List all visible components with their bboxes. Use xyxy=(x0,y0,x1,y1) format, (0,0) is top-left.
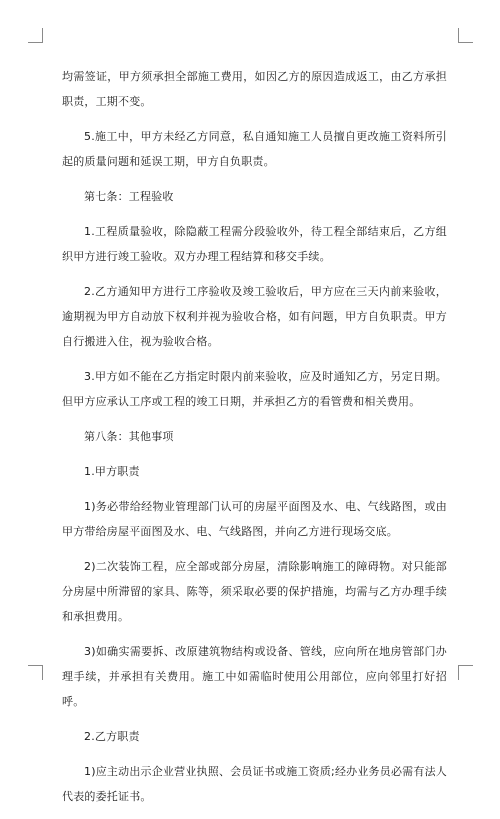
section-heading-article-7: 第七条：工程验收 xyxy=(84,190,174,203)
subheading-party-a-duties: 1.甲方职责 xyxy=(84,465,140,478)
paragraph-duty-1: 1)务必带给经物业管理部门认可的房屋平面图及水、电、气线路图，或由甲方带给房屋平面图及水、电、气线路图，并向乙方进行现场交底。 xyxy=(62,500,447,538)
document-body xyxy=(62,64,447,819)
paragraph-continuation: 均需签证，甲方须承担全部施工费用，如因乙方的原因造成返工，由乙方承担职责，工期不变。 xyxy=(62,70,447,108)
section-heading-article-8: 第八条：其他事项 xyxy=(84,430,174,443)
crop-mark-top-right xyxy=(458,28,473,43)
paragraph-item-1: 1.工程质量验收，除隐蔽工程需分段验收外，待工程全部结束后，乙方组织甲方进行竣工验收。双方办理工程结算和移交手续。 xyxy=(62,225,447,263)
paragraph-item-2: 2.乙方通知甲方进行工序验收及竣工验收后，甲方应在三天内前来验收，逾期视为甲方自动放下权利并视为验收合格，如有问题，甲方自负职责。甲方自行搬进入住，视为验收合格。 xyxy=(62,285,447,348)
paragraph-item-3: 3.甲方如不能在乙方指定时限内前来验收，应及时通知乙方，另定日期。但甲方应承认工序或工程的竣工日期，并承担乙方的看管费和相关费用。 xyxy=(62,370,447,408)
paragraph-duty-3: 3)如确实需要拆、改原建筑物结构或设备、管线，应向所在地房管部门办理手续，并承担有关费用。施工中如需临时使用公用部位，应向邻里打好招呼。 xyxy=(62,645,447,708)
paragraph-item-5: 5.施工中，甲方未经乙方同意，私自通知施工人员擅自更改施工资料所引起的质量问题和延误工期，甲方自负职责。 xyxy=(62,130,447,168)
crop-mark-bottom-right xyxy=(458,665,473,680)
crop-mark-bottom-left xyxy=(28,665,43,680)
subheading-party-b-duties: 2.乙方职责 xyxy=(84,730,140,743)
paragraph-duty-2: 2)二次装饰工程，应全部或部分房屋，清除影响施工的障碍物。对只能部分房屋中所滞留的家具、陈等，须采取必要的保护措施，均需与乙方办理手续和承担费用。 xyxy=(62,560,447,623)
paragraph-duty-b-1: 1)应主动出示企业营业执照、会员证书或施工资质;经办业务员必需有法人代表的委托证书。 xyxy=(62,765,447,803)
crop-mark-top-left xyxy=(28,28,43,43)
